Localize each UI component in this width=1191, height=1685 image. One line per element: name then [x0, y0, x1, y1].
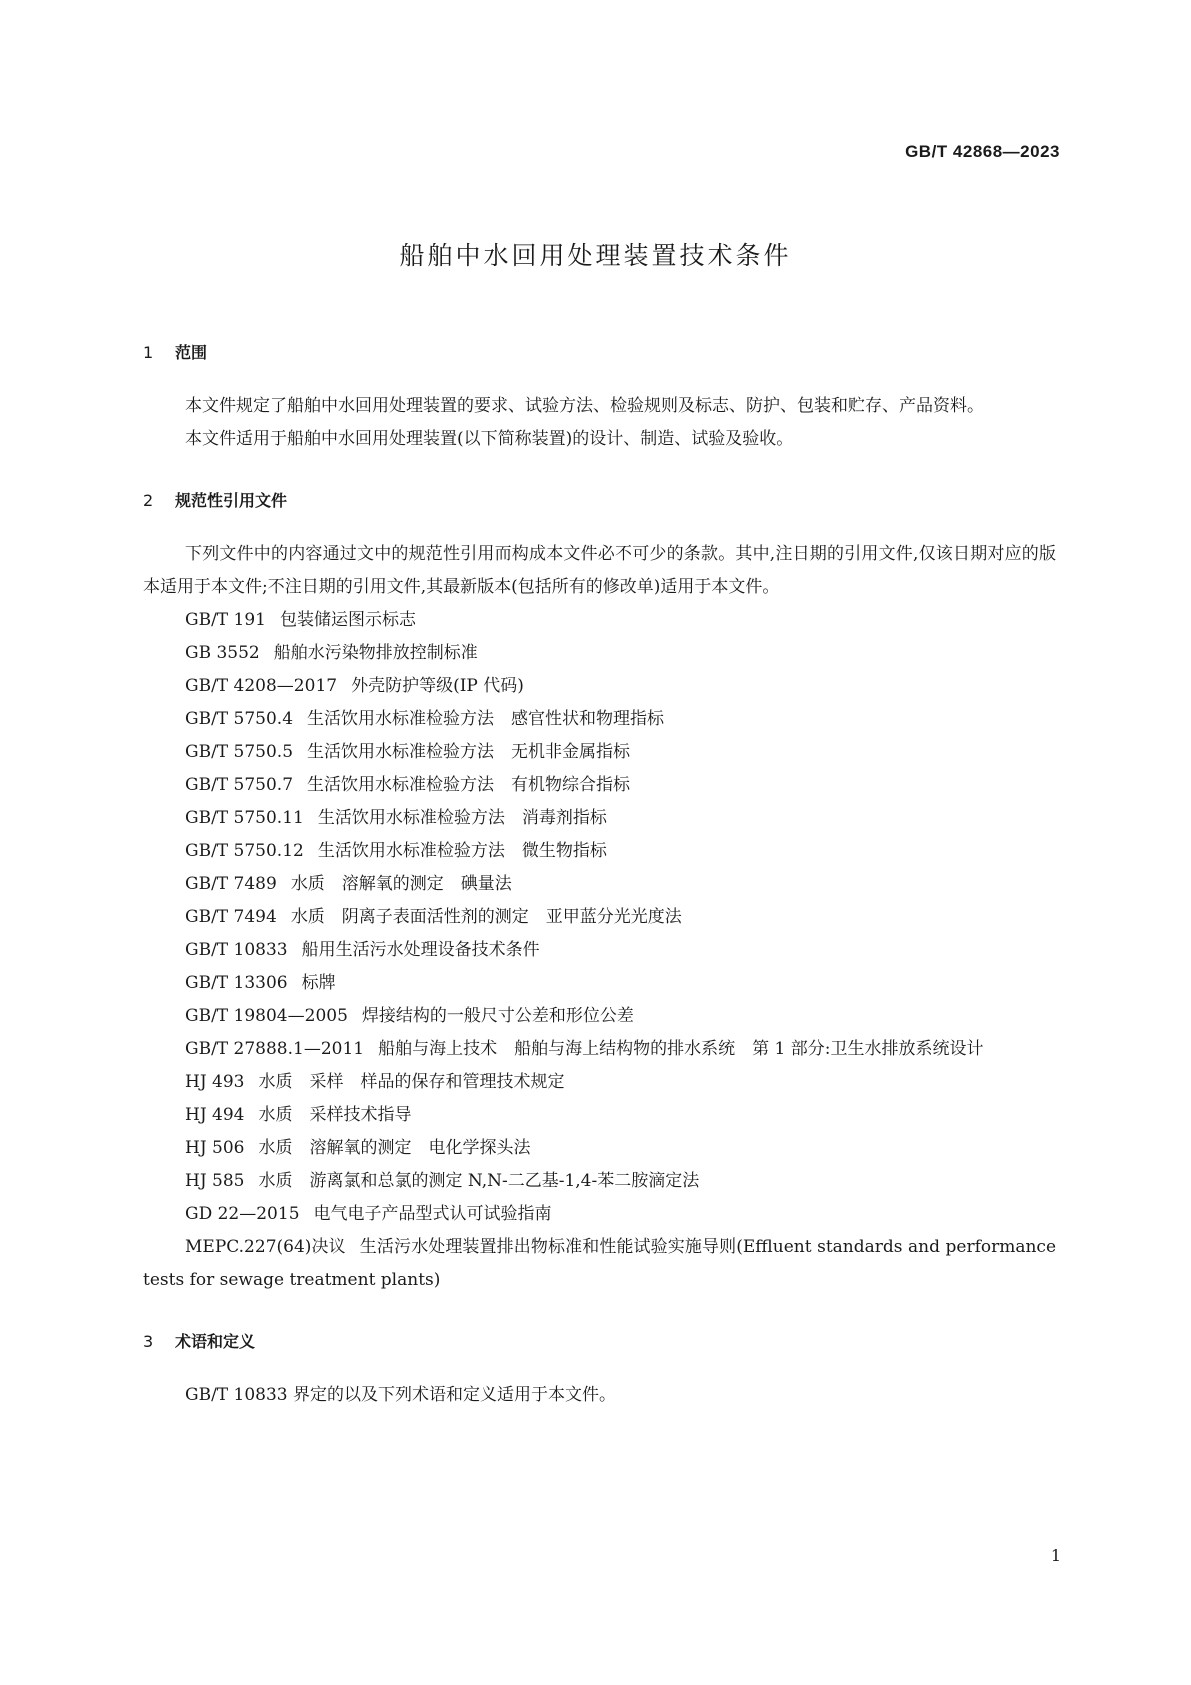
normative-references-intro: 下列文件中的内容通过文中的规范性引用而构成本文件必不可少的条款。其中,注日期的引用文件,仅该日期对应的版本适用于本文件;不注日期的引用文件,其最新版本(包括所有的修改单)适用于本文件。	[143, 544, 1056, 597]
reference-item	[143, 934, 1056, 967]
reference-item	[143, 769, 1056, 802]
reference-code: GB/T 19804—2005	[185, 1006, 348, 1026]
reference-title: 水质 采样 样品的保存和管理技术规定	[258, 1072, 565, 1092]
reference-title: 焊接结构的一般尺寸公差和形位公差	[361, 1006, 634, 1026]
reference-code: HJ 585	[185, 1171, 245, 1191]
section-title: 范围	[175, 343, 208, 362]
reference-title: 水质 溶解氧的测定 碘量法	[290, 874, 512, 894]
section-number: 1	[143, 343, 154, 362]
reference-item	[143, 967, 1056, 1000]
reference-code: GB/T 7489	[185, 874, 277, 894]
reference-code: GD 22—2015	[185, 1204, 300, 1224]
reference-title: 船用生活污水处理设备技术条件	[301, 940, 540, 960]
section-heading-normative-references	[143, 490, 1056, 512]
reference-item	[143, 802, 1056, 835]
reference-code: HJ 506	[185, 1138, 245, 1158]
document-title: 船舶中水回用处理装置技术条件	[399, 241, 792, 270]
reference-item	[143, 1099, 1056, 1132]
reference-item	[143, 1198, 1056, 1231]
reference-item	[143, 901, 1056, 934]
reference-item	[143, 868, 1056, 901]
reference-code: GB/T 13306	[185, 973, 288, 993]
reference-title: 水质 溶解氧的测定 电化学探头法	[258, 1138, 531, 1158]
reference-code: GB/T 5750.4	[185, 709, 294, 729]
reference-item	[143, 703, 1056, 736]
section-heading-terms-definitions	[143, 1331, 1056, 1353]
terms-intro: GB/T 10833 界定的以及下列术语和定义适用于本文件。	[185, 1385, 617, 1405]
reference-title: 生活饮用水标准检验方法 无机非金属指标	[307, 742, 631, 762]
reference-code: GB 3552	[185, 643, 260, 663]
reference-item	[143, 670, 1056, 703]
reference-title: 电气电子产品型式认可试验指南	[313, 1204, 552, 1224]
reference-item	[143, 1132, 1056, 1165]
section-title: 规范性引用文件	[175, 491, 288, 510]
section-number: 2	[143, 491, 154, 510]
reference-item	[143, 1165, 1056, 1198]
reference-list	[143, 604, 1056, 1297]
reference-title: 水质 阴离子表面活性剂的测定 亚甲蓝分光光度法	[290, 907, 682, 927]
reference-title: 包装储运图示标志	[280, 610, 416, 630]
reference-item	[143, 736, 1056, 769]
reference-code: GB/T 5750.11	[185, 808, 304, 828]
scope-paragraph: 本文件规定了船舶中水回用处理装置的要求、试验方法、检验规则及标志、防护、包装和贮存、产品资料。	[185, 396, 984, 416]
reference-title: 生活饮用水标准检验方法 有机物综合指标	[307, 775, 631, 795]
reference-code: GB/T 191	[185, 610, 266, 630]
reference-code: GB/T 10833	[185, 940, 288, 960]
reference-item	[143, 604, 1056, 637]
reference-title: 水质 采样技术指导	[258, 1105, 412, 1125]
reference-code: GB/T 7494	[185, 907, 277, 927]
reference-code: HJ 493	[185, 1072, 245, 1092]
reference-title: 生活饮用水标准检验方法 微生物指标	[317, 841, 607, 861]
reference-code: GB/T 5750.7	[185, 775, 294, 795]
reference-item	[143, 1231, 1056, 1297]
reference-code: GB/T 4208—2017	[185, 676, 338, 696]
page-number: 1	[1050, 1546, 1061, 1565]
reference-item	[143, 1066, 1056, 1099]
reference-title: 生活饮用水标准检验方法 消毒剂指标	[317, 808, 607, 828]
reference-title: 标牌	[301, 973, 336, 993]
reference-item	[143, 1000, 1056, 1033]
reference-code: GB/T 27888.1—2011	[185, 1039, 365, 1059]
reference-title: 生活饮用水标准检验方法 感官性状和物理指标	[307, 709, 665, 729]
reference-title: 生活污水处理装置排出物标准和性能试验实施导则(Effluent standards and performance tests for sewage treatment plants)	[143, 1237, 1057, 1290]
document-code: GB/T 42868—2023	[905, 142, 1060, 161]
reference-item	[143, 835, 1056, 868]
reference-title: 船舶水污染物排放控制标准	[273, 643, 478, 663]
reference-code: GB/T 5750.5	[185, 742, 294, 762]
reference-item	[143, 637, 1056, 670]
reference-code: MEPC.227(64)决议	[185, 1237, 346, 1257]
reference-title: 船舶与海上技术 船舶与海上结构物的排水系统 第 1 部分:卫生水排放系统设计	[378, 1039, 984, 1059]
scope-paragraph: 本文件适用于船舶中水回用处理装置(以下简称装置)的设计、制造、试验及验收。	[185, 429, 794, 449]
section-number: 3	[143, 1332, 154, 1351]
reference-code: HJ 494	[185, 1105, 245, 1125]
reference-item	[143, 1033, 1056, 1066]
reference-code: GB/T 5750.12	[185, 841, 304, 861]
section-heading-scope	[143, 342, 1056, 364]
section-title: 术语和定义	[175, 1332, 256, 1351]
reference-title: 水质 游离氯和总氯的测定 N,N-二乙基-1,4-苯二胺滴定法	[258, 1171, 700, 1191]
document-body	[143, 342, 1056, 1412]
reference-title: 外壳防护等级(IP 代码)	[351, 676, 524, 696]
